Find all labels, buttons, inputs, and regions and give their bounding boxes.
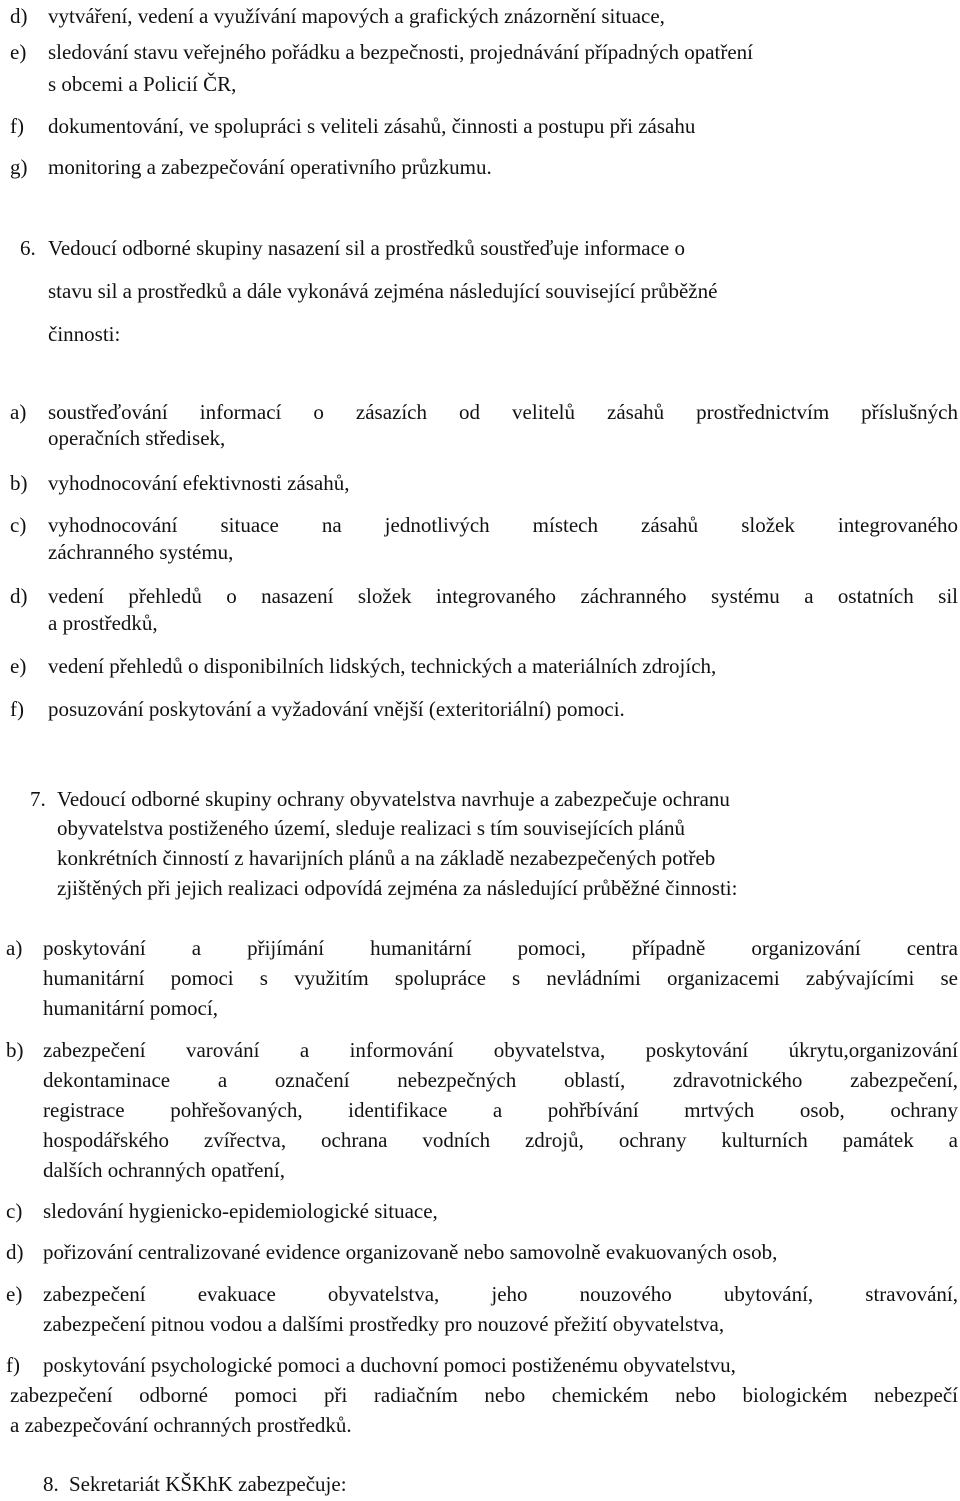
item-text: dokumentování, ve spolupráci s veliteli zásahů, činnosti a postupu při zásahu (48, 114, 696, 138)
item-text: záchranného systému, (48, 540, 234, 564)
item-text: zabezpečení odborné pomoci při radiačním nebo chemickém nebo biologickém nebezpečí (10, 1383, 958, 1407)
item-text: poskytování a přijímání humanitární pomoci, případně organizování centra (43, 936, 958, 960)
item-text: a prostředků, (48, 611, 158, 635)
section-heading-line: obyvatelstva postiženého území, sleduje realizaci s tím souvisejících plánů (57, 816, 686, 840)
item-label: f) (10, 114, 24, 138)
item-label: f) (10, 697, 24, 721)
item-label: c) (6, 1199, 23, 1223)
item-text: dalších ochranných opatření, (43, 1158, 285, 1182)
item-text-continued: s obcemi a Policií ČR, (48, 72, 237, 96)
item-label: e) (10, 40, 27, 64)
section-heading-line: zjištěných při jejich realizaci odpovídá zejména za následující průběžné činnosti: (57, 876, 738, 900)
section-heading-line: stavu sil a prostředků a dále vykonává zejména následující související průběžné (48, 279, 718, 303)
item-text: poskytování psychologické pomoci a duchovní pomoci postiženému obyvatelstvu, (43, 1353, 736, 1377)
item-text: zabezpečení pitnou vodou a dalšími prostředky pro nouzové přežití obyvatelstva, (43, 1312, 725, 1336)
item-text: monitoring a zabezpečování operativního průzkumu. (48, 155, 492, 179)
item-text: soustřeďování informací o zásazích od velitelů zásahů prostřednictvím příslušných (48, 400, 958, 424)
item-label: d) (10, 584, 28, 608)
item-text: hospodářského zvířectva, ochrana vodních zdrojů, ochrany kulturních památek a (43, 1128, 958, 1152)
section-number: 6. (20, 236, 36, 260)
item-label: d) (10, 4, 28, 28)
item-text: vedení přehledů o disponibilních lidských, technických a materiálních zdrojích, (48, 654, 717, 678)
section-number: 7. (30, 787, 46, 811)
item-label: d) (6, 1240, 24, 1264)
item-text: vyhodnocování efektivnosti zásahů, (48, 471, 350, 495)
item-text: operačních středisek, (48, 426, 226, 450)
item-text: posuzování poskytování a vyžadování vnější (exteritoriální) pomoci. (48, 697, 625, 721)
item-label: e) (10, 654, 27, 678)
item-text: humanitární pomocí, (43, 996, 218, 1020)
section-heading-line: Sekretariát KŠKhK zabezpečuje: (69, 1472, 347, 1496)
section-heading-line: Vedoucí odborné skupiny nasazení sil a prostředků soustřeďuje informace o (48, 236, 685, 260)
item-label: a) (10, 400, 27, 424)
section-heading-line: činnosti: (48, 322, 121, 346)
item-text: vedení přehledů o nasazení složek integrovaného záchranného systému a ostatních sil (48, 584, 958, 608)
item-label: e) (6, 1282, 23, 1306)
item-text: sledování hygienicko-epidemiologické situace, (43, 1199, 438, 1223)
item-text: sledování stavu veřejného pořádku a bezpečnosti, projednávání případných opatření (48, 40, 754, 64)
item-label: g) (10, 155, 28, 179)
item-label: b) (10, 471, 28, 495)
item-text: pořizování centralizované evidence organizovaně nebo samovolně evakuovaných osob, (43, 1240, 778, 1264)
item-label: b) (6, 1038, 24, 1062)
item-text: vytváření, vedení a využívání mapových a grafických znázornění situace, (48, 4, 665, 28)
section-heading-line: Vedoucí odborné skupiny ochrany obyvatelstva navrhuje a zabezpečuje ochranu (57, 787, 730, 811)
item-text: zabezpečení evakuace obyvatelstva, jeho nouzového ubytování, stravování, (43, 1282, 958, 1306)
item-label: a) (6, 936, 23, 960)
item-text: humanitární pomoci s využitím spolupráce s nevládními organizacemi zabývajícími se (43, 966, 958, 990)
item-text: dekontaminace a označení nebezpečných oblastí, zdravotnického zabezpečení, (43, 1068, 958, 1092)
item-text: a zabezpečování ochranných prostředků. (10, 1413, 352, 1437)
item-text: vyhodnocování situace na jednotlivých místech zásahů složek integrovaného (48, 513, 958, 537)
section-number: 8. (43, 1472, 59, 1496)
item-text: zabezpečení varování a informování obyvatelstva, poskytování úkrytu,organizování (43, 1038, 958, 1062)
item-label: f) (6, 1353, 20, 1377)
item-text: registrace pohřešovaných, identifikace a pohřbívání mrtvých osob, ochrany (43, 1098, 958, 1122)
item-label: c) (10, 513, 27, 537)
section-heading-line: konkrétních činností z havarijních plánů a na základě nezabezpečených potřeb (57, 846, 716, 870)
